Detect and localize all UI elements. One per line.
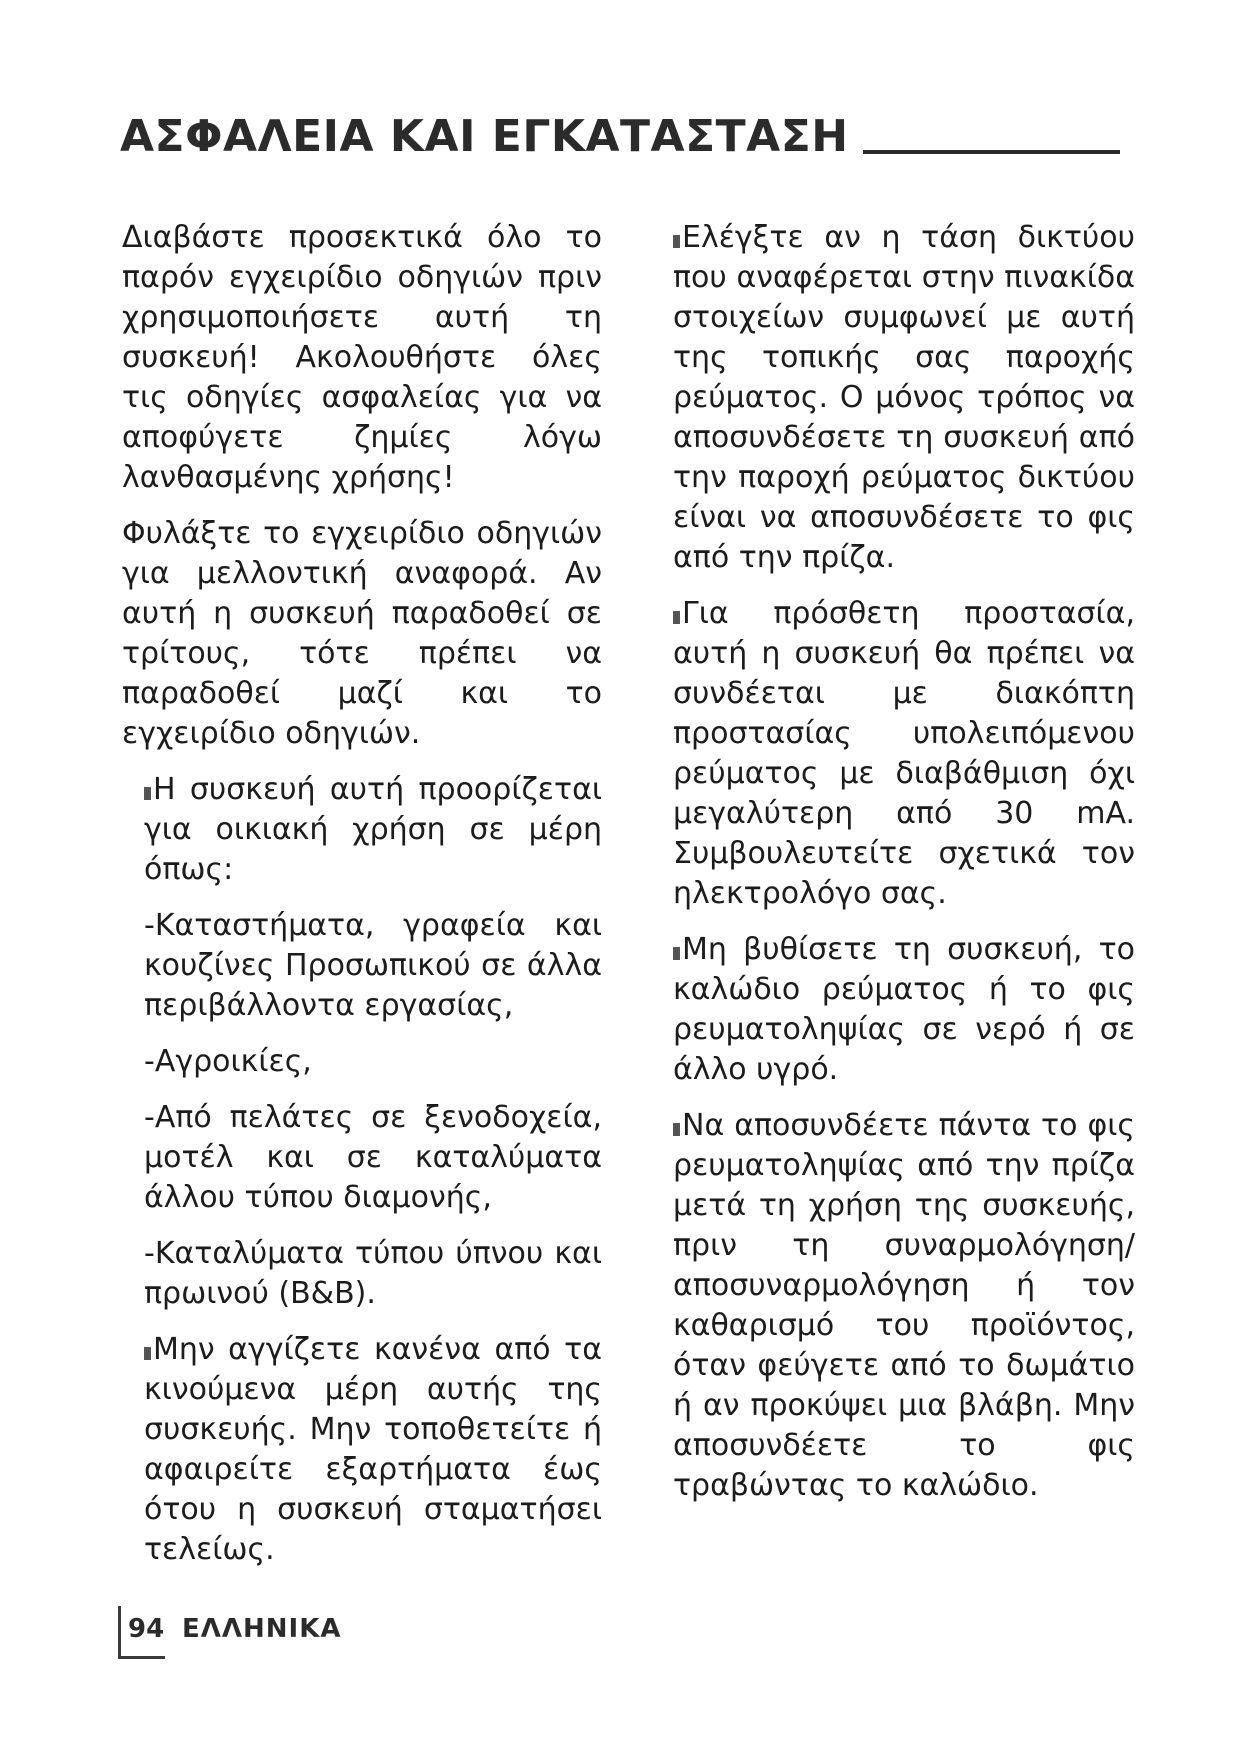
bullet-text: Για πρόσθετη προστασία, αυτή η συσκευή θα πρέπει να συνδέεται με διακόπτη προστασίας υπολειπόμενου ρεύματος με διαβάθμιση όχι μεγαλύτερη από 30 mA. Συμβουλευτείτε σχετικά τον ηλεκτρολόγο σας.: [673, 596, 1135, 911]
bullet-text: Μη βυθίσετε τη συσκευή, το καλώδιο ρεύματος ή το φις ρευματοληψίας σε νερό ή σε άλλο υγρό.: [673, 932, 1135, 1087]
page-number: 94: [128, 1614, 165, 1644]
dash-item-hotels: -Από πελάτες σε ξενοδοχεία, μοτέλ και σε καταλύματα άλλου τύπου διαμονής,: [144, 1100, 602, 1215]
right-column: [673, 218, 1135, 1522]
dash-item-shops: -Καταστήματα, γραφεία και κουζίνες Προσωπικού σε άλλα περιβάλλοντα εργασίας,: [144, 908, 602, 1023]
keep-manual-paragraph: Φυλάξτε το εγχειρίδιο οδηγιών για μελλοντική αναφορά. Αν αυτή η συσκευή παραδοθεί σε τρίτους, τότε πρέπει να παραδοθεί μαζί και το εγχειρίδιο οδηγιών.: [122, 516, 602, 751]
page-title: ΑΣΦΑΛΕΙΑ ΚΑΙ ΕΓΚΑΤΑΣΤΑΣΗ: [120, 111, 849, 162]
bullet-square-icon: [144, 1347, 151, 1360]
bullet-mains-voltage: [673, 218, 1135, 578]
dash-item-bnb: -Καταλύματα τύπου ύπνου και πρωινού (B&B).: [144, 1236, 602, 1311]
section-header: [120, 112, 1120, 162]
language-label: ΕΛΛΗΝΙΚΑ: [182, 1614, 342, 1644]
bullet-household-use: [122, 770, 602, 890]
bullet-square-icon: [673, 235, 680, 248]
intro-paragraph: Διαβάστε προσεκτικά όλο το παρόν εγχειρίδιο οδηγιών πριν χρησιμοποιήσετε αυτή τη συσκευή! Ακολουθήστε όλες τις οδηγίες ασφαλείας για να αποφύγετε ζημίες λόγω λανθασμένης χρήσης!: [122, 220, 602, 495]
bullet-square-icon: [673, 947, 680, 960]
bullet-unplug: [673, 1106, 1135, 1506]
bullet-square-icon: [673, 611, 680, 624]
bullet-no-immersion: [673, 930, 1135, 1090]
dash-item-farmhouses: -Αγροικίες,: [144, 1044, 312, 1079]
bullet-square-icon: [144, 787, 151, 800]
left-column: [122, 218, 602, 1586]
bullet-moving-parts: [122, 1330, 602, 1570]
bullet-text: Να αποσυνδέετε πάντα το φις ρευματοληψίας από την πρίζα μετά τη χρήση της συσκευής, πριν τη συναρμολόγηση/αποσυναρμολόγηση ή τον καθαρισμό του προϊόντος, όταν φεύγετε από το δωμάτιο ή αν προκύψει μια βλάβη. Μην αποσυνδέετε το φις τραβώντας το καλώδιο.: [673, 1108, 1135, 1503]
bullet-text: Μην αγγίζετε κανένα από τα κινούμενα μέρη αυτής της συσκευής. Μην τοποθετείτε ή αφαιρείτε εξαρτήματα έως ότου η συσκευή σταματήσει τελείως.: [144, 1332, 602, 1567]
bullet-rcd-protection: [673, 594, 1135, 914]
bullet-text: Η συσκευή αυτή προορίζεται για οικιακή χρήση σε μέρη όπως:: [144, 772, 602, 887]
bullet-square-icon: [673, 1123, 680, 1136]
title-rule: [863, 150, 1120, 154]
bullet-text: Ελέγξτε αν η τάση δικτύου που αναφέρεται στην πινακίδα στοιχείων συμφωνεί με αυτή της τοπικής σας παροχής ρεύματος. Ο μόνος τρόπος να αποσυνδέσετε τη συσκευή από την παροχή ρεύματος δικτύου είναι να αποσυνδέσετε το φις από την πρίζα.: [673, 220, 1135, 575]
